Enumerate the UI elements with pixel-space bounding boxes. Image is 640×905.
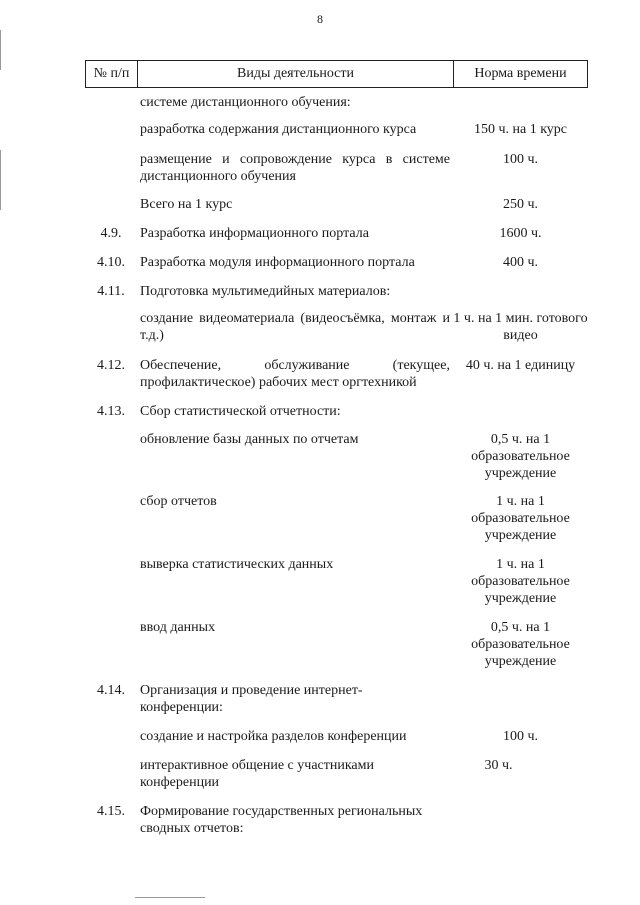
row-norm: 40 ч. на 1 единицу — [465, 358, 576, 373]
row-number: 4.14. — [97, 683, 125, 698]
row-activity: Обеспечение, обслуживание (текущее, профилактическое) рабочих мест оргтехникой — [140, 358, 450, 390]
scan-artifact-left-top — [0, 30, 1, 70]
row-number: 4.13. — [97, 404, 125, 419]
table-row — [85, 431, 588, 493]
table-body — [85, 94, 588, 843]
table-row — [85, 556, 588, 619]
table-row — [85, 493, 588, 556]
row-activity: Разработка модуля информационного портала — [140, 255, 415, 270]
table-row — [85, 121, 588, 151]
row-norm: 400 ч. — [502, 255, 539, 270]
table-row — [85, 254, 588, 283]
table-row — [85, 803, 588, 843]
table-row — [85, 682, 588, 728]
table-row — [85, 619, 588, 682]
row-norm: 1 ч. на 1 образовательное учреждение — [471, 494, 570, 543]
scan-artifact-bottom — [135, 897, 205, 898]
row-norm: 30 ч. — [484, 758, 513, 773]
header-number: № п/п — [86, 61, 138, 87]
row-norm: 0,5 ч. на 1 образовательное учреждение — [471, 620, 570, 669]
row-activity: ввод данных — [140, 620, 216, 635]
page-number: 8 — [317, 12, 323, 26]
table-row — [85, 757, 588, 803]
table-header — [85, 60, 588, 88]
table-row — [85, 283, 588, 310]
row-activity: разработка содержания дистанционного курса — [140, 122, 417, 137]
table-row — [85, 94, 588, 121]
row-activity: Формирование государственных региональных сводных отчетов: — [140, 804, 423, 836]
header-activity: Виды деятельности — [138, 61, 454, 87]
row-activity: Сбор статистической отчетности: — [140, 404, 341, 419]
row-norm: 100 ч. — [502, 729, 539, 744]
row-activity: сбор отчетов — [140, 494, 217, 509]
row-activity: создание и настройка разделов конференции — [140, 729, 407, 744]
row-norm: 250 ч. — [502, 197, 539, 212]
row-number: 4.9. — [100, 226, 122, 241]
row-norm: 100 ч. — [502, 152, 539, 167]
row-number: 4.11. — [97, 284, 125, 299]
row-activity: Всего на 1 курс — [140, 197, 233, 212]
row-number: 4.10. — [97, 255, 125, 270]
row-activity: Разработка информационного портала — [140, 226, 369, 241]
row-activity: размещение и сопровождение курса в системе дистанционного обучения — [140, 152, 450, 184]
row-number: 4.12. — [97, 358, 125, 373]
row-activity: Организация и проведение интернет-конференции: — [140, 683, 363, 715]
scan-artifact-left-mid — [0, 150, 1, 210]
row-norm: 1600 ч. — [499, 226, 542, 241]
row-activity: создание видеоматериала (видеосъёмка, монтаж и т.д.) — [140, 311, 450, 343]
row-activity: Подготовка мультимедийных материалов: — [140, 284, 391, 299]
table-row — [85, 357, 588, 403]
row-activity: системе дистанционного обучения: — [140, 95, 351, 110]
table-row — [85, 403, 588, 431]
header-norm: Норма времени — [474, 66, 567, 81]
row-norm: 1 ч. на 1 образовательное учреждение — [471, 557, 570, 606]
row-activity: интерактивное общение с участниками конференции — [140, 758, 375, 790]
row-activity: обновление базы данных по отчетам — [140, 432, 359, 447]
table-row — [85, 225, 588, 254]
table-row — [85, 728, 588, 757]
row-number: 4.15. — [97, 804, 125, 819]
row-norm: 150 ч. на 1 курс — [473, 122, 568, 137]
row-norm: 0,5 ч. на 1 образовательное учреждение — [471, 432, 570, 481]
row-activity: выверка статистических данных — [140, 557, 334, 572]
row-norm: 1 ч. на 1 мин. готового видео — [453, 311, 588, 343]
table-row — [85, 310, 588, 357]
table-row — [85, 151, 588, 196]
table-row — [85, 196, 588, 225]
